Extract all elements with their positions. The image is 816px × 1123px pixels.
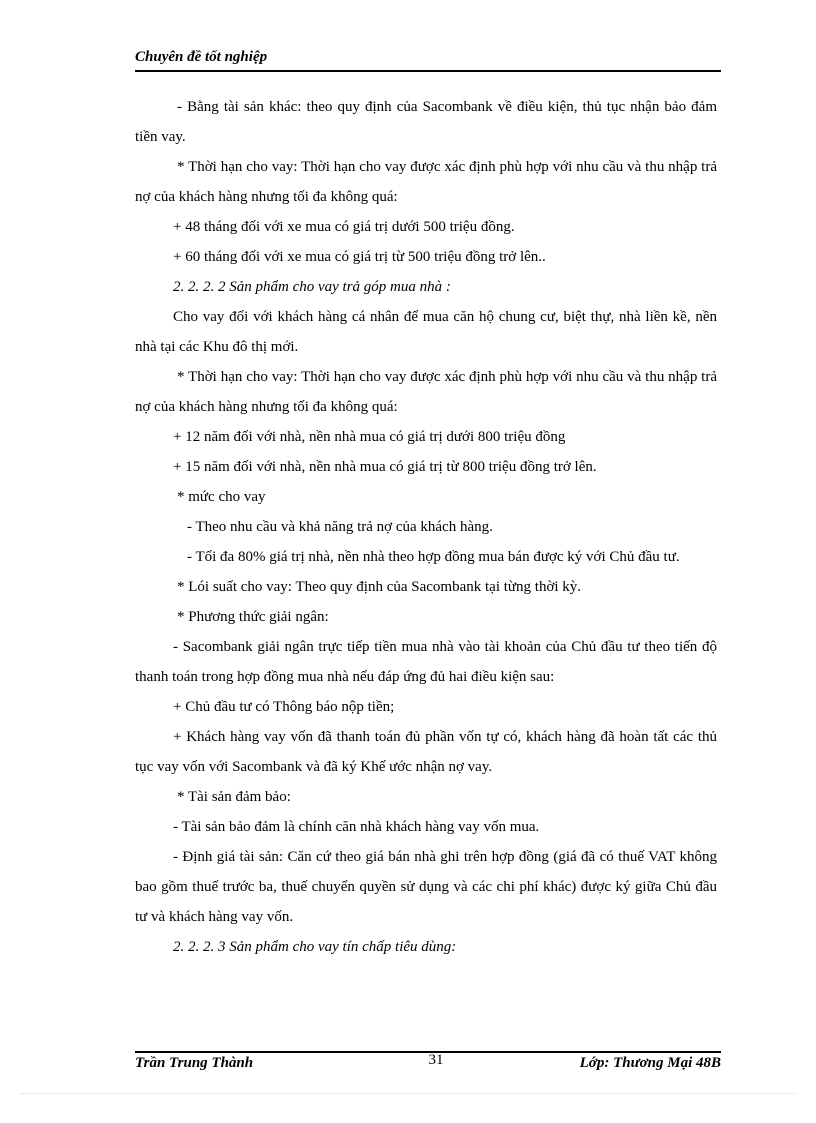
footer-author: Trần Trung Thành — [135, 1055, 254, 1071]
section-heading: 2. 2. 2. 2 Sản phẩm cho vay trả góp mua nhà : — [173, 279, 451, 295]
list-item: + 48 tháng đối với xe mua có giá trị dưới 500 triệu đồng. — [173, 219, 515, 235]
paragraph: - Sacombank giải ngân trực tiếp tiền mua nhà vào tài khoản của Chủ đầu tư theo tiến độ thanh toán trong hợp đồng mua nhà nếu đáp ứng đủ hai điều kiện sau: — [135, 639, 717, 685]
list-item: + 12 năm đối với nhà, nền nhà mua có giá trị dưới 800 triệu đồng — [173, 429, 566, 445]
footer-class: Lớp: Thương Mại 48B — [579, 1055, 721, 1071]
page-number: 31 — [428, 1052, 444, 1068]
header-title: Chuyên đề tốt nghiệp — [135, 49, 268, 65]
paragraph: Cho vay đối với khách hàng cá nhân để mua căn hộ chung cư, biệt thự, nhà liền kề, nền nhà tại các Khu đô thị mới. — [135, 309, 717, 355]
paragraph: * Thời hạn cho vay: Thời hạn cho vay được xác định phù hợp với nhu cầu và thu nhập trả nợ của khách hàng nhưng tối đa không quá: — [135, 369, 717, 415]
paragraph: * Tài sản đảm bảo: — [177, 789, 291, 805]
paragraph: * Phương thức giải ngân: — [177, 609, 329, 625]
paragraph: * mức cho vay — [177, 489, 266, 505]
document-body — [135, 92, 717, 962]
paragraph: - Tối đa 80% giá trị nhà, nền nhà theo hợp đồng mua bán được ký với Chủ đầu tư. — [187, 549, 680, 565]
paragraph: - Bằng tài sản khác: theo quy định của Sacombank về điều kiện, thủ tục nhận bảo đảm tiền vay. — [135, 99, 717, 145]
paragraph: + Khách hàng vay vốn đã thanh toán đủ phần vốn tự có, khách hàng đã hoàn tất các thủ tục vay vốn với Sacombank và đã ký Khế ước nhận nợ vay. — [135, 729, 717, 775]
list-item: + 15 năm đối với nhà, nền nhà mua có giá trị từ 800 triệu đồng trở lên. — [173, 459, 597, 475]
header-rule — [135, 70, 721, 72]
section-heading: 2. 2. 2. 3 Sản phẩm cho vay tín chấp tiêu dùng: — [173, 939, 457, 955]
page-edge-dotted-line — [20, 1093, 796, 1094]
list-item: - Tài sản bảo đảm là chính căn nhà khách hàng vay vốn mua. — [173, 819, 540, 835]
list-item: - Theo nhu cầu và khả năng trả nợ của khách hàng. — [187, 519, 493, 535]
list-item: + Chủ đầu tư có Thông báo nộp tiền; — [173, 699, 395, 715]
list-item: + 60 tháng đối với xe mua có giá trị từ 500 triệu đồng trở lên.. — [173, 249, 546, 265]
paragraph: * Thời hạn cho vay: Thời hạn cho vay được xác định phù hợp với nhu cầu và thu nhập trả nợ của khách hàng nhưng tối đa không quá: — [135, 159, 717, 205]
paragraph: * Lói suất cho vay: Theo quy định của Sacombank tại từng thời kỳ. — [177, 579, 582, 595]
paragraph: - Định giá tài sản: Căn cứ theo giá bán nhà ghi trên hợp đồng (giá đã có thuế VAT không bao gồm thuế trước ba, thuế chuyển quyền sử dụng và các chi phí khác) được ký giữa Chủ đầu tư và khách hàng vay vốn. — [135, 849, 717, 925]
